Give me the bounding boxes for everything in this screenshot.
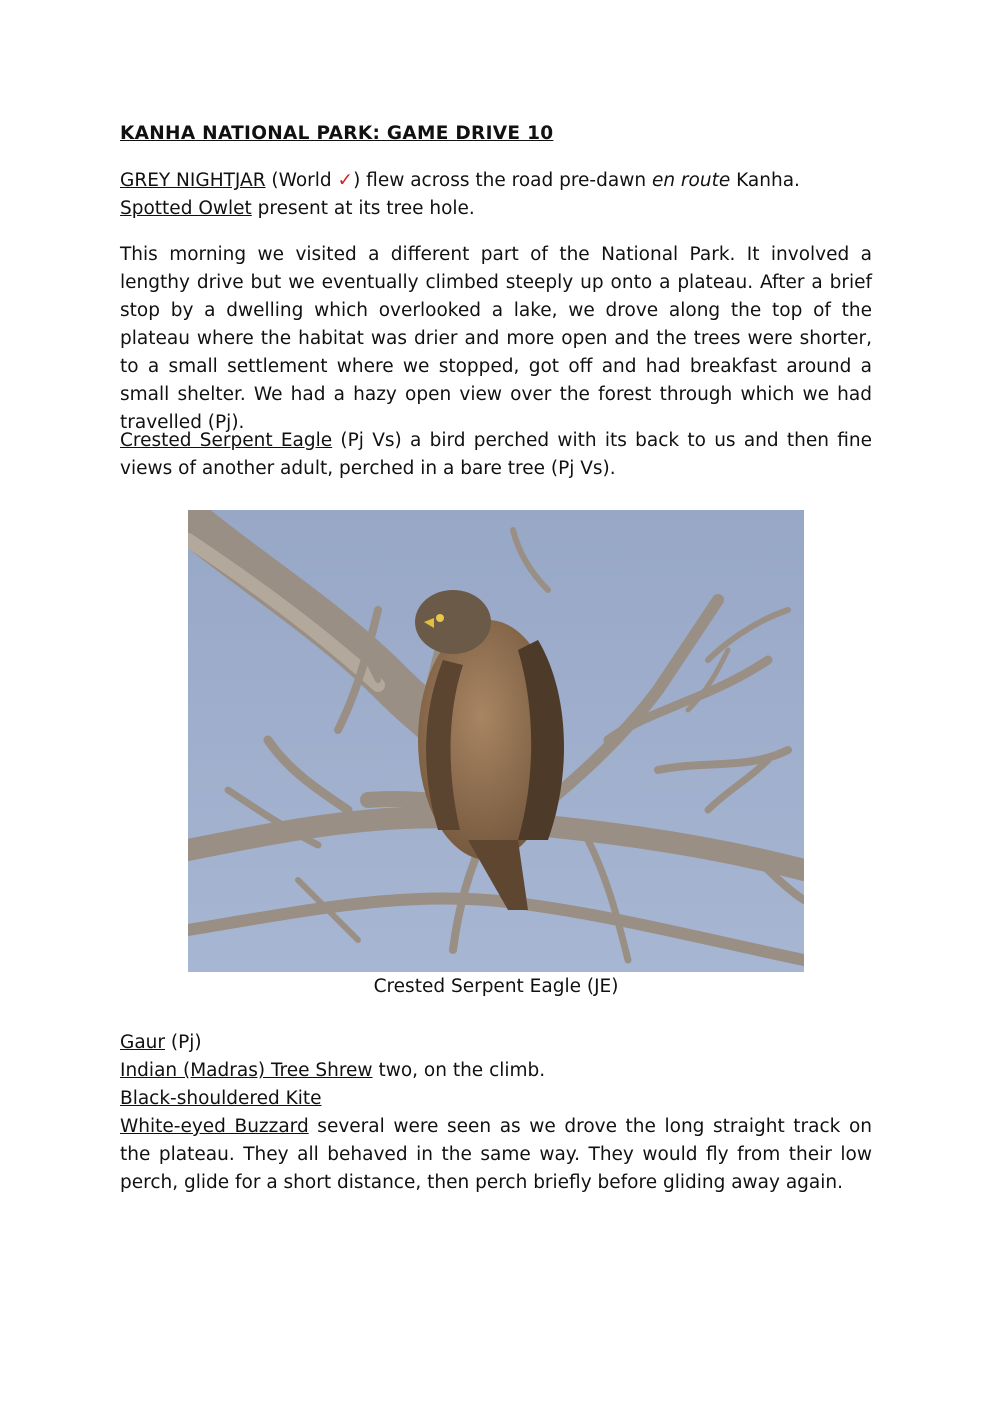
- sighting-item: Indian (Madras) Tree Shrew two, on the climb.: [120, 1060, 546, 1081]
- sighting-item: [120, 1085, 872, 1113]
- species-grey-nightjar: GREY NIGHTJAR: [120, 170, 266, 191]
- intro-block: [120, 167, 872, 223]
- eagle-illustration: [188, 510, 804, 972]
- checkmark-icon: ✓: [337, 170, 354, 191]
- species-gaur: Gaur: [120, 1032, 166, 1053]
- eagle-note: Crested Serpent Eagle (Pj Vs) a bird perched with its back to us and then fine views of another adult, perched in a bare tree (Pj Vs).: [120, 430, 872, 479]
- sighting-item: Gaur (Pj): [120, 1032, 202, 1053]
- page-title: KANHA NATIONAL PARK: GAME DRIVE 10: [120, 123, 554, 144]
- intro-line-nightjar: GREY NIGHTJAR (World ✓) flew across the road pre-dawn en route Kanha.: [120, 170, 800, 191]
- eagle-photo: [188, 510, 804, 972]
- species-tree-shrew: Indian (Madras) Tree Shrew: [120, 1060, 373, 1081]
- narrative-paragraph: This morning we visited a different part of the National Park. It involved a lengthy drive but we eventually climbed steeply up onto a plateau. After a brief stop by a dwelling which overlooked a lake, we drove along the top of the plateau where the habitat was drier and more open and the trees were shorter, to a small settlement where we stopped, got off and had breakfast around a small shelter. We had a hazy open view over the forest through which we had travelled (Pj).: [120, 244, 872, 433]
- sighting-item: White-eyed Buzzard several were seen as we drove the long straight track on the plateau. They all behaved in the same way. They would fly from their low perch, glide for a short distance, then perch briefly before gliding away again.: [120, 1116, 872, 1193]
- species-black-shouldered-kite: Black-shouldered Kite: [120, 1088, 322, 1109]
- intro-line-owlet: Spotted Owlet present at its tree hole.: [120, 198, 475, 219]
- species-crested-serpent-eagle: Crested Serpent Eagle: [120, 430, 333, 451]
- species-spotted-owlet: Spotted Owlet: [120, 198, 252, 219]
- sightings-list: [120, 1029, 872, 1197]
- species-white-eyed-buzzard: White-eyed Buzzard: [120, 1116, 309, 1137]
- photo-caption: Crested Serpent Eagle (JE): [373, 976, 619, 997]
